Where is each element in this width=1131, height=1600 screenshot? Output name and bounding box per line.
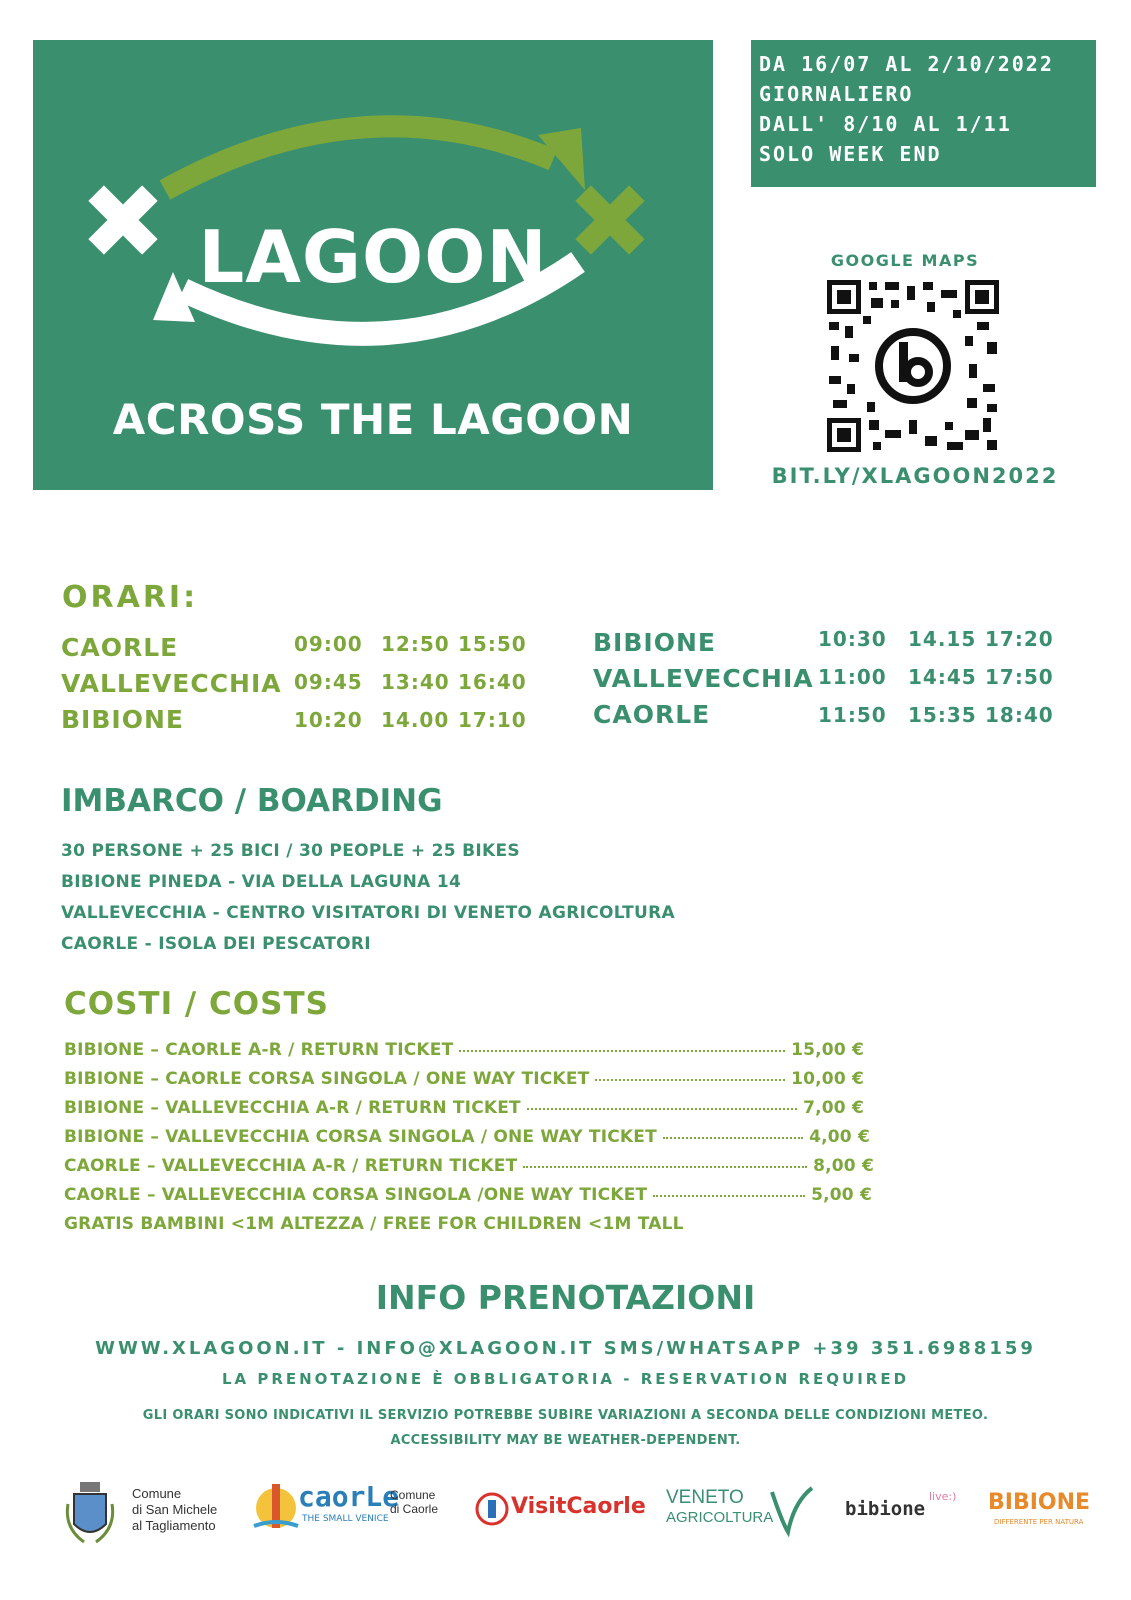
outbound-time: 17:10 [458,708,527,732]
coat-of-arms-icon [64,1478,116,1550]
return-time: 10:30 [818,627,887,651]
qr-code-icon[interactable] [827,280,999,452]
san-michele-label [132,1486,217,1534]
return-time: 14:45 [908,665,977,689]
logo-text-line: al Tagliamento [132,1518,216,1533]
veneto-label [666,1488,773,1528]
price-value: 8,00 € [813,1156,874,1176]
logo-bibione [988,1478,1098,1548]
disclaimer-it: GLI ORARI SONO INDICATIVI IL SERVIZIO POTREBBE SUBIRE VARIAZIONI A SECONDA DELLE CONDIZIONI METEO. [142,1408,989,1423]
price-row [64,1098,864,1118]
disclaimer-en: ACCESSIBILITY MAY BE WEATHER-DEPENDENT. [390,1433,741,1448]
schedule-title: ORARI: [62,580,199,615]
price-row [64,1069,864,1089]
logo-text-line: di Caorle [390,1502,439,1516]
logo-san-michele [64,1478,234,1548]
price-row [64,1185,872,1205]
outbound-time: 14.00 [381,708,450,732]
bibione-subtitle: DIFFERENTE PER NATURA [994,1518,1084,1526]
price-value: 10,00 € [791,1069,864,1089]
short-link[interactable]: BIT.LY/XLAGOON2022 [771,464,1059,488]
date-line: SOLO WEEK END [759,142,942,166]
brand-title: LAGOON [198,215,548,299]
contact-line[interactable]: WWW.XLAGOON.IT - INFO@XLAGOON.IT SMS/WHATSAPP +39 351.6988159 [95,1338,1036,1359]
price-value: 4,00 € [809,1127,870,1147]
logo-text-line: Comune [132,1486,182,1501]
visit-caorle-emblem-icon [475,1492,509,1526]
outbound-stop: BIBIONE [61,705,184,734]
brand-tagline: ACROSS THE LAGOON [112,395,634,444]
veneto-leaf-icon [768,1482,816,1538]
return-time: 18:40 [985,703,1054,727]
outbound-time: 12:50 [381,632,450,656]
return-time: 11:00 [818,665,887,689]
boarding-line: CAORLE - ISOLA DEI PESCATORI [61,934,371,954]
outbound-time: 09:00 [294,632,363,656]
season-dates-box [751,40,1096,187]
price-label: CAORLE – VALLEVECCHIA A-R / RETURN TICKET [64,1156,518,1176]
qr-title: GOOGLE MAPS [830,251,980,270]
return-time: 17:50 [985,665,1054,689]
caorle-comune-label [390,1488,438,1516]
date-line: DA 16/07 AL 2/10/2022 [759,52,1054,76]
logo-text-line: AGRICOLTURA [666,1509,774,1526]
outbound-stop: CAORLE [61,633,179,662]
return-time: 15:35 [908,703,977,727]
outbound-time: 13:40 [381,670,450,694]
boarding-line: BIBIONE PINEDA - VIA DELLA LAGUNA 14 [61,872,462,892]
logo-text-line: VENETO [666,1487,744,1508]
date-line: GIORNALIERO [759,82,914,106]
logo-caorle [250,1478,440,1548]
outbound-time: 09:45 [294,670,363,694]
return-stop: CAORLE [593,700,711,729]
price-value: 5,00 € [811,1185,872,1205]
return-stop: VALLEVECCHIA [593,664,814,693]
price-row [64,1127,870,1147]
outbound-time: 15:50 [458,632,527,656]
reservation-note: LA PRENOTAZIONE È OBBLIGATORIA - RESERVATION REQUIRED [221,1370,910,1388]
info-title: INFO PRENOTAZIONI [375,1278,756,1317]
price-label: BIBIONE – VALLEVECCHIA A-R / RETURN TICKET [64,1098,521,1118]
costs-title: COSTI / COSTS [64,986,329,1022]
outbound-time: 10:20 [294,708,363,732]
price-value: 7,00 € [803,1098,864,1118]
bibione-wordmark: BIBIONE [988,1490,1091,1515]
date-line: DALL' 8/10 AL 1/11 [759,112,1012,136]
return-stop: BIBIONE [593,628,716,657]
caorle-bell-tower-icon [250,1478,302,1538]
logo-visit-caorle [475,1478,646,1548]
logo-text-line: di San Michele [132,1502,218,1517]
visit-caorle-wordmark: VisitCaorle [511,1494,646,1519]
outbound-time: 16:40 [458,670,527,694]
price-label: BIBIONE – VALLEVECCHIA CORSA SINGOLA / ONE WAY TICKET [64,1127,657,1147]
caorle-subtitle: THE SMALL VENICE [302,1514,389,1524]
logo-veneto-agricoltura [660,1478,815,1548]
caorle-wordmark: caorLe [298,1480,400,1513]
outbound-stop: VALLEVECCHIA [61,669,282,698]
price-label: BIBIONE – CAORLE CORSA SINGOLA / ONE WAY TICKET [64,1069,590,1089]
price-label: CAORLE – VALLEVECCHIA CORSA SINGOLA /ONE WAY TICKET [64,1185,648,1205]
boarding-line: 30 PERSONE + 25 BICI / 30 PEOPLE + 25 BIKES [61,841,520,861]
bibione-live-suffix: live:) [929,1490,957,1503]
return-time: 17:20 [985,627,1054,651]
price-row [64,1040,864,1060]
price-row [64,1156,874,1176]
boarding-line: VALLEVECCHIA - CENTRO VISITATORI DI VENETO AGRICOLTURA [61,903,675,923]
return-time: 11:50 [818,703,887,727]
boarding-title: IMBARCO / BOARDING [61,783,443,819]
logo-text-line: Comune [390,1488,436,1502]
free-note-text: GRATIS BAMBINI <1M ALTEZZA / FREE FOR CHILDREN <1M TALL [64,1214,684,1234]
price-value: 15,00 € [791,1040,864,1060]
bibione-live-wordmark: bibione [845,1498,926,1520]
return-time: 14.15 [908,627,977,651]
price-label: BIBIONE – CAORLE A-R / RETURN TICKET [64,1040,454,1060]
hero-logo-panel [33,40,713,490]
logo-bibione-live [845,1478,965,1548]
free-children-note [64,1214,874,1234]
